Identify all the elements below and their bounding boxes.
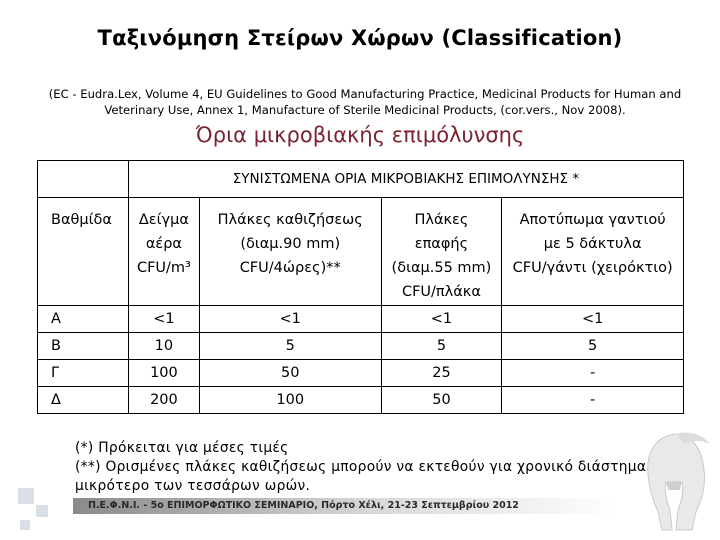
column-header-line: (διαμ.90 mm) <box>240 236 341 252</box>
table-cell: <1 <box>502 306 684 333</box>
column-header-line: CFU/4ώρες)** <box>239 260 341 276</box>
grade-cell: A <box>38 306 129 333</box>
table-cell: 5 <box>199 333 381 360</box>
table-cell: 50 <box>381 387 502 414</box>
table-cell: - <box>502 360 684 387</box>
column-header-line: CFU/πλάκα <box>401 284 481 300</box>
table-cell: <1 <box>381 306 502 333</box>
table-empty-cell <box>38 161 129 198</box>
corner-decoration <box>36 505 48 517</box>
table-group-header-row <box>38 161 684 198</box>
column-header-line: αέρα <box>145 236 182 252</box>
grade-cell: Δ <box>38 387 129 414</box>
grade-cell: B <box>38 333 129 360</box>
table-column-header-row <box>38 198 684 306</box>
footnote: μικρότερο των τεσσάρων ωρών. <box>75 478 311 494</box>
table-cell: 50 <box>199 360 381 387</box>
table-cell: <1 <box>128 306 199 333</box>
page-title: Ταξινόμηση Στείρων Χώρων (Classification) <box>97 26 623 50</box>
column-header-line: CFU/γάντι (χειρόκτιο) <box>512 260 673 276</box>
column-header-line: επαφής <box>414 236 469 252</box>
table-cell: <1 <box>199 306 381 333</box>
table-row <box>38 306 684 333</box>
table-column-header <box>381 198 502 306</box>
corner-decoration <box>18 488 34 504</box>
table-cell: 100 <box>199 387 381 414</box>
table-cell: 200 <box>128 387 199 414</box>
footnotes <box>75 439 646 496</box>
column-header-line: CFU/m³ <box>136 260 191 276</box>
microbial-limits-table <box>37 160 684 414</box>
table-cell: 100 <box>128 360 199 387</box>
section-subtitle: Όρια μικροβιακής επιμόλυνσης <box>195 123 525 147</box>
footnote: (*) Πρόκειται για μέσες τιμές <box>75 440 289 456</box>
table-cell: 5 <box>381 333 502 360</box>
table-column-header <box>38 198 129 306</box>
corner-decoration <box>20 520 30 530</box>
footnote: (**) Ορισμένες πλάκες καθιζήσεως μπορούν να εκτεθούν για χρονικό διάστημα <box>75 459 647 475</box>
table-cell: - <box>502 387 684 414</box>
column-header-line: Πλάκες <box>414 212 469 228</box>
table-column-header <box>502 198 684 306</box>
column-header-line: Βαθμίδα <box>51 212 112 228</box>
column-header-line: Πλάκες καθιζήσεως <box>217 212 363 228</box>
table-cell: 5 <box>502 333 684 360</box>
column-header-line: με 5 δάκτυλα <box>543 236 642 252</box>
table-column-header <box>128 198 199 306</box>
table-group-header: ΣΥΝΙΣΤΩΜΕΝΑ ΟΡΙΑ ΜΙΚΡΟΒΙΑΚΗΣ ΕΠΙΜΟΛΥΝΣΗΣ * <box>128 161 683 198</box>
table-row <box>38 387 684 414</box>
column-header-line: Δείγμα <box>138 212 189 228</box>
table-row <box>38 333 684 360</box>
table-body <box>38 306 684 414</box>
column-header-line: Αποτύπωμα γαντιού <box>519 212 666 228</box>
table-column-header <box>199 198 381 306</box>
column-header-line: (διαμ.55 mm) <box>391 260 492 276</box>
source-reference: (EC - Eudra.Lex, Volume 4, EU Guidelines to Good Manufacturing Practice, Medicinal Products for Human and Veterinary Use, Annex 1, Manufacture of Sterile Medicinal Products, (cor.vers., Nov 2008). <box>48 87 682 117</box>
table-row <box>38 360 684 387</box>
spartan-helmet-logo <box>636 430 716 536</box>
grade-cell: Γ <box>38 360 129 387</box>
footer-text: Π.Ε.Φ.Ν.Ι. - 5ο ΕΠΙΜΟΡΦΩΤΙΚΟ ΣΕΜΙΝΑΡΙΟ, Πόρτο Χέλι, 21-23 Σεπτεμβρίου 2012 <box>88 500 519 511</box>
table-cell: 25 <box>381 360 502 387</box>
table-cell: 10 <box>128 333 199 360</box>
